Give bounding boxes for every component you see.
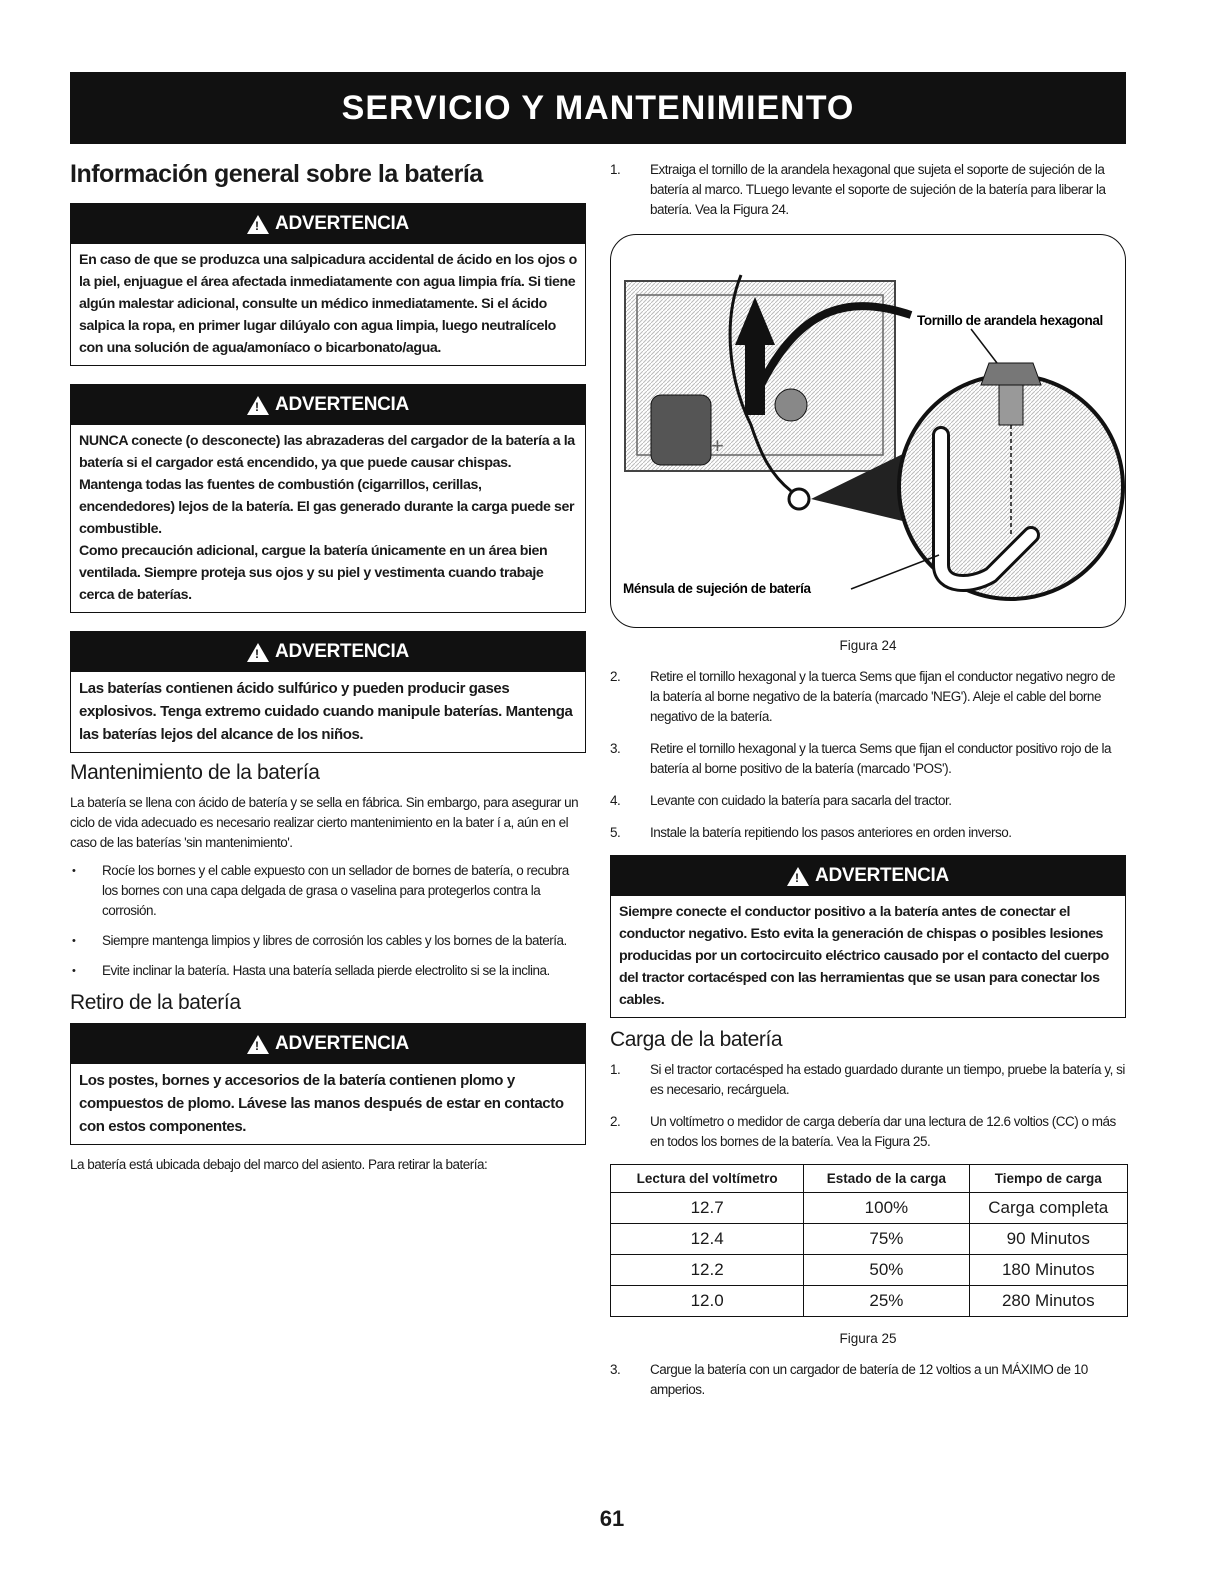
figure-24-caption: Figura 24 xyxy=(839,638,897,653)
table-row: 12.7 100% Carga completa xyxy=(611,1193,1128,1224)
charging-step-3 xyxy=(610,1360,1126,1400)
label-hex-bolt: Tornillo de arandela hexagonal xyxy=(917,313,1103,328)
warning-triangle-icon: ! xyxy=(787,867,809,886)
charging-heading: Carga de la batería xyxy=(610,1028,783,1051)
figure-25-caption: Figura 25 xyxy=(839,1331,897,1346)
maintenance-list xyxy=(70,861,586,981)
warning-box-acid xyxy=(70,203,586,366)
list-item: 2. Retire el tornillo hexagonal y la tuerca Sems que fijan el conductor negativo negro de la batería al borne negativo de la batería (marcado 'NEG'). Aleje el cable del borne negativo de la batería. xyxy=(610,669,1116,724)
warning-triangle-icon: ! xyxy=(247,1035,269,1054)
warning-box-sulfuric xyxy=(70,631,586,753)
list-item: 4. Levante con cuidado la batería para sacarla del tractor. xyxy=(610,793,952,808)
warning-text: Las baterías contienen ácido sulfúrico y pueden producir gases explosivos. Tenga extremo cuidado cuando manipule baterías. Mantenga las baterías lejos del alcance de los niños. xyxy=(79,680,573,743)
warning-text: En caso de que se produzca una salpicadura accidental de ácido en los ojos o la piel, enjuague el área afectada inmediatamente con agua limpia fría. Si tiene algún malestar adicional, consulte un médico inmediatamente. Si el ácido salpica la ropa, en primer lugar dilúyalo con agua limpia, luego neutralícelo con una solución de agua/amoníaco o bicarbonato/agua. xyxy=(79,252,577,356)
battery-diagram xyxy=(611,235,1126,627)
section-title: SERVICIO Y MANTENIMIENTO xyxy=(341,88,855,127)
list-item: • Rocíe los bornes y el cable expuesto con un sellador de bornes de batería, o recubra los bornes con una capa delgada de grasa o vaselina para protegerlos contra la corrosión. xyxy=(70,861,586,921)
warning-triangle-icon: ! xyxy=(247,215,269,234)
list-item: 5. Instale la batería repitiendo los pasos anteriores en orden inverso. xyxy=(610,825,1012,840)
warning-header: ! ADVERTENCIA xyxy=(611,856,1125,896)
warning-text: NUNCA conecte (o desconecte) las abrazaderas del cargador de la batería a la batería si el cargador está encendido, ya que puede causar chispas. Mantenga todas las fuentes de combustión (cigarrillos, cerillas, encendedores) lejos de la batería. El gas generado durante la carga puede ser combustible. Como precaución adicional, cargue la batería únicamente en un área bien ventilada. Siempre proteja sus ojos y su piel y vestimenta cuando trabaje cerca de baterías. xyxy=(79,433,575,603)
header-voltmeter: Lectura del voltímetro xyxy=(611,1165,804,1193)
removal-steps-start xyxy=(610,160,1126,220)
warning-header: ! ADVERTENCIA xyxy=(71,385,585,425)
table-row: 12.0 25% 280 Minutos xyxy=(611,1286,1128,1317)
right-column xyxy=(610,160,1126,1412)
table-row: 12.2 50% 180 Minutos xyxy=(611,1255,1128,1286)
list-item: 3. Retire el tornillo hexagonal y la tuerca Sems que fijan el conductor positivo rojo de la batería al borne positivo de la batería (marcado 'POS'). xyxy=(610,741,1112,776)
list-item: 1. Extraiga el tornillo de la arandela hexagonal que sujeta el soporte de sujeción de la batería al marco. TLuego levante el soporte de sujeción de la batería para liberar la batería. Vea la Figura 24. xyxy=(610,162,1106,217)
warning-triangle-icon: ! xyxy=(247,396,269,415)
warning-header: ! ADVERTENCIA xyxy=(71,204,585,244)
warning-header: ! ADVERTENCIA xyxy=(71,632,585,672)
charging-steps xyxy=(610,1060,1126,1152)
page-number: 61 xyxy=(599,1506,625,1531)
header-time: Tiempo de carga xyxy=(969,1165,1127,1193)
warning-text: Los postes, bornes y accesorios de la batería contienen plomo y compuestos de plomo. Lávese las manos después de estar en contacto con estos componentes. xyxy=(79,1072,564,1135)
maintenance-paragraph: La batería se llena con ácido de batería y se sella en fábrica. Sin embargo, para asegurar un ciclo de vida adecuado es necesario realizar cierto mantenimiento en la bater í a, aún en el caso de las baterías 'sin mantenimiento'. xyxy=(70,795,579,850)
list-item: 1. Si el tractor cortacésped ha estado guardado durante un tiempo, pruebe la batería y, si es necesario, recárguela. xyxy=(610,1062,1125,1097)
section-banner xyxy=(70,72,1126,144)
label-bracket: Ménsula de sujeción de batería xyxy=(623,581,811,596)
table-row: 12.4 75% 90 Minutos xyxy=(611,1224,1128,1255)
list-item: • Evite inclinar la batería. Hasta una batería sellada pierde electrolito si se la inclina. xyxy=(70,961,586,981)
svg-text:+: + xyxy=(711,433,724,458)
warning-header: ! ADVERTENCIA xyxy=(71,1024,585,1064)
figure-24 xyxy=(610,234,1126,628)
warning-box-lead xyxy=(70,1023,586,1145)
left-column xyxy=(70,160,586,1181)
removal-paragraph: La batería está ubicada debajo del marco del asiento. Para retirar la batería: xyxy=(70,1157,488,1172)
warning-triangle-icon: ! xyxy=(247,643,269,662)
battery-info-heading: Información general sobre la batería xyxy=(70,160,483,188)
removal-heading: Retiro de la batería xyxy=(70,991,241,1014)
list-item: 3. Cargue la batería con un cargador de batería de 12 voltios a un MÁXIMO de 10 amperios. xyxy=(610,1362,1088,1397)
warning-box-positive-first xyxy=(610,855,1126,1018)
maintenance-heading: Mantenimiento de la batería xyxy=(70,761,320,784)
charge-table xyxy=(610,1164,1128,1317)
warning-text: Siempre conecte el conductor positivo a la batería antes de conectar el conductor negativo. Esto evita la generación de chispas o posibles lesiones producidas por un cortocircuito eléctrico causado por el contacto del cuerpo del tractor cortacésped con las herramientas que se usan para conectar los cables. xyxy=(619,904,1109,1008)
table-header-row xyxy=(611,1165,1128,1193)
list-item: 2. Un voltímetro o medidor de carga debería dar una lectura de 12.6 voltios (CC) o más en todos los bornes de la batería. Vea la Figura 25. xyxy=(610,1114,1116,1149)
removal-steps xyxy=(610,667,1126,843)
header-state: Estado de la carga xyxy=(804,1165,969,1193)
list-item: • Siempre mantenga limpios y libres de corrosión los cables y los bornes de la batería. xyxy=(70,931,586,951)
warning-box-charger xyxy=(70,384,586,613)
